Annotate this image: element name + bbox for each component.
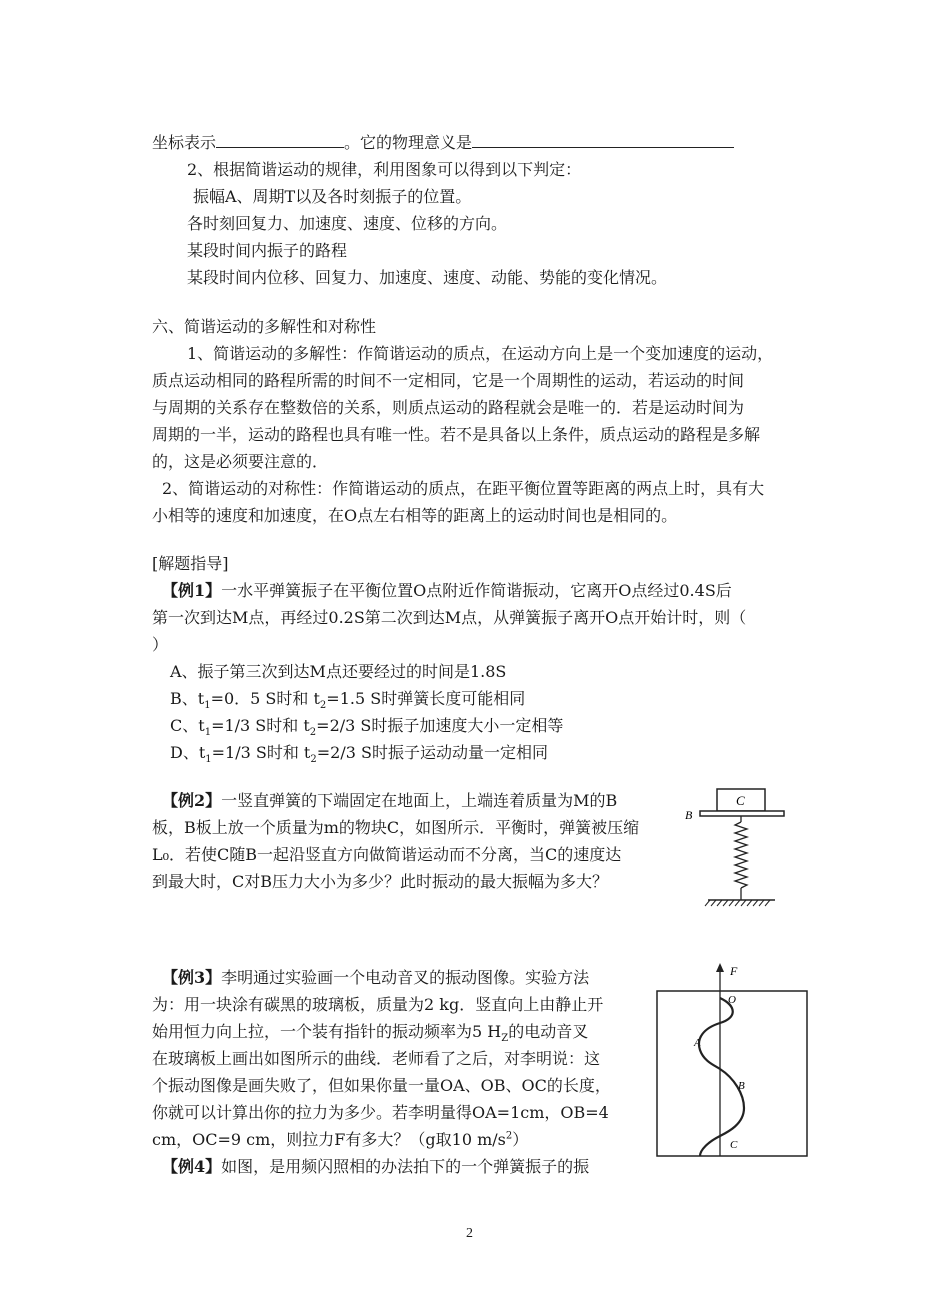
option-d-part: D、t (170, 743, 206, 762)
option-c-part: =1/3 S时和 t (211, 716, 310, 735)
ex3-text: 始用恒力向上拉，一个装有指针的振动频率为5 H (152, 1022, 502, 1041)
section6-p1-line: 周期的一半，运动的路程也具有唯一性。若不是具备以上条件，质点运动的路程是多解 (152, 425, 761, 444)
label-f: F (730, 964, 738, 978)
ex2-line-1 (162, 791, 617, 811)
guide-heading: [解题指导] (152, 554, 229, 573)
blank-field-2 (472, 133, 734, 148)
item2-title: 2、根据简谐运动的规律，利用图象可以得到以下判定： (187, 160, 582, 179)
item2-point-4: 某段时间内位移、回复力、加速度、速度、动能、势能的变化情况。 (187, 268, 668, 287)
label-c: C (736, 793, 745, 808)
subscript: 1 (204, 727, 212, 739)
option-b-part: =1.5 S时弹簧长度可能相同 (326, 689, 526, 708)
ex3-line-1 (162, 968, 589, 988)
ex4-label: 【例4】 (162, 1157, 222, 1176)
ex3-line-5: 个振动图像是画失败了，但如果你量一量OA、OB、OC的长度， (152, 1076, 611, 1095)
ex3-line-6: 你就可以计算出你的拉力为多少。若李明量得OA=1cm，OB=4 (152, 1103, 609, 1122)
tuning-fork-trace-figure (652, 962, 814, 1162)
ex2-line-3: L₀．若使C随B一起沿竖直方向做简谐运动而不分离，当C的速度达 (152, 845, 622, 864)
section6-p1-line: 的，这是必须要注意的． (152, 452, 329, 471)
option-d-part: =2/3 S时振子运动动量一定相同 (316, 743, 548, 762)
ex1-option-c (170, 716, 564, 739)
ex1-option-d (170, 743, 548, 766)
label-b: B (738, 1080, 745, 1092)
section6-p1-line: 与周期的关系存在整数倍的关系，则质点运动的路程就会是唯一的．若是运动时间为 (152, 398, 745, 417)
ground-hatch (705, 900, 770, 906)
ex1-line-1 (162, 581, 732, 601)
ex3-text: 的电动音叉 (508, 1022, 589, 1041)
ex1-label: 【例1】 (162, 581, 222, 600)
ex3-line-4: 在玻璃板上画出如图所示的曲线．老师看了之后，对李明说：这 (152, 1049, 601, 1068)
option-b-part: B、t (170, 689, 205, 708)
subscript: 2 (319, 700, 327, 712)
coord-line (152, 133, 734, 153)
ex3-text: cm，OC=9 cm，则拉力F有多大？（g取10 m/s (152, 1130, 506, 1149)
label-o: O (728, 994, 736, 1006)
item2-point-1: 振幅A、周期T以及各时刻振子的位置。 (193, 187, 472, 206)
subscript: 1 (204, 700, 211, 712)
arrow-up-icon (716, 963, 724, 972)
section6-p1-line: 质点运动相同的路程所需的时间不一定相同，它是一个周期性的运动，若运动的时间 (152, 371, 745, 390)
board-b (700, 811, 784, 816)
ex3-line-7 (152, 1130, 528, 1150)
item2-point-2: 各时刻回复力、加速度、速度、位移的方向。 (187, 214, 508, 233)
ex1-text: 一水平弹簧振子在平衡位置O点附近作简谐振动，它离开O点经过0.4S后 (221, 581, 732, 600)
option-d-part: =1/3 S时和 t (211, 743, 311, 762)
subscript: Z (501, 1033, 509, 1045)
ex3-line-2: 为：用一块涂有碳黑的玻璃板，质量为2 kg．竖直向上由静止开 (152, 995, 604, 1014)
coord-mid: 。它的物理意义是 (344, 133, 473, 152)
ex3-label: 【例3】 (162, 968, 222, 987)
ex3-text: 李明通过实验画一个电动音叉的振动图像。实验方法 (221, 968, 590, 987)
subscript: 1 (205, 754, 212, 766)
label-c: C (730, 1139, 738, 1151)
ex2-text: 一竖直弹簧的下端固定在地面上，上端连着质量为M的B (221, 791, 618, 810)
ex2-line-2: 板，B板上放一个质量为m的物块C，如图所示．平衡时，弹簧被压缩 (152, 818, 640, 837)
subscript: 2 (310, 754, 317, 766)
ex1-line-3: ） (152, 635, 169, 654)
section6-p1-line: 1、简谐运动的多解性：作简谐运动的质点，在运动方向上是一个变加速度的运动， (187, 344, 774, 363)
section6-p2-line: 2、简谐运动的对称性：作简谐运动的质点，在距平衡位置等距离的两点上时，具有大 (162, 479, 765, 498)
subscript: 2 (309, 727, 317, 739)
ex1-option-a: A、振子第三次到达M点还要经过的时间是1.8S (170, 662, 507, 681)
label-a: A (694, 1037, 701, 1049)
ex3-text: ） (512, 1130, 529, 1149)
ex1-option-b (170, 689, 526, 712)
spring-coil (735, 822, 747, 888)
ex4-line-1 (162, 1157, 589, 1177)
ex1-line-2: 第一次到达M点，再经过0.2S第二次到达M点，从弹簧振子离开O点开始计时，则（ (152, 608, 747, 627)
option-c-part: C、t (170, 716, 205, 735)
ex4-text: 如图，是用频闪照相的办法拍下的一个弹簧振子的振 (221, 1157, 590, 1176)
blank-field-1 (216, 133, 344, 148)
spring-board-figure (680, 782, 790, 912)
option-c-part: =2/3 S时振子加速度大小一定相等 (316, 716, 564, 735)
option-b-part: =0．5 S时和 t (210, 689, 320, 708)
label-b: B (685, 808, 693, 822)
ex3-line-3 (152, 1022, 589, 1045)
section6-p2-line: 小相等的速度和加速度，在O点左右相等的距离上的运动时间也是相同的。 (152, 506, 678, 525)
ex2-label: 【例2】 (162, 791, 222, 810)
coord-prefix: 坐标表示 (152, 133, 217, 152)
item2-point-3: 某段时间内振子的路程 (187, 241, 348, 260)
ex2-line-4: 到最大时，C对B压力大小为多少？此时振动的最大振幅为多大？ (152, 872, 609, 891)
superscript: 2 (505, 1130, 513, 1142)
section6-heading: 六、简谐运动的多解性和对称性 (152, 317, 377, 336)
page-number: 2 (466, 1226, 473, 1241)
